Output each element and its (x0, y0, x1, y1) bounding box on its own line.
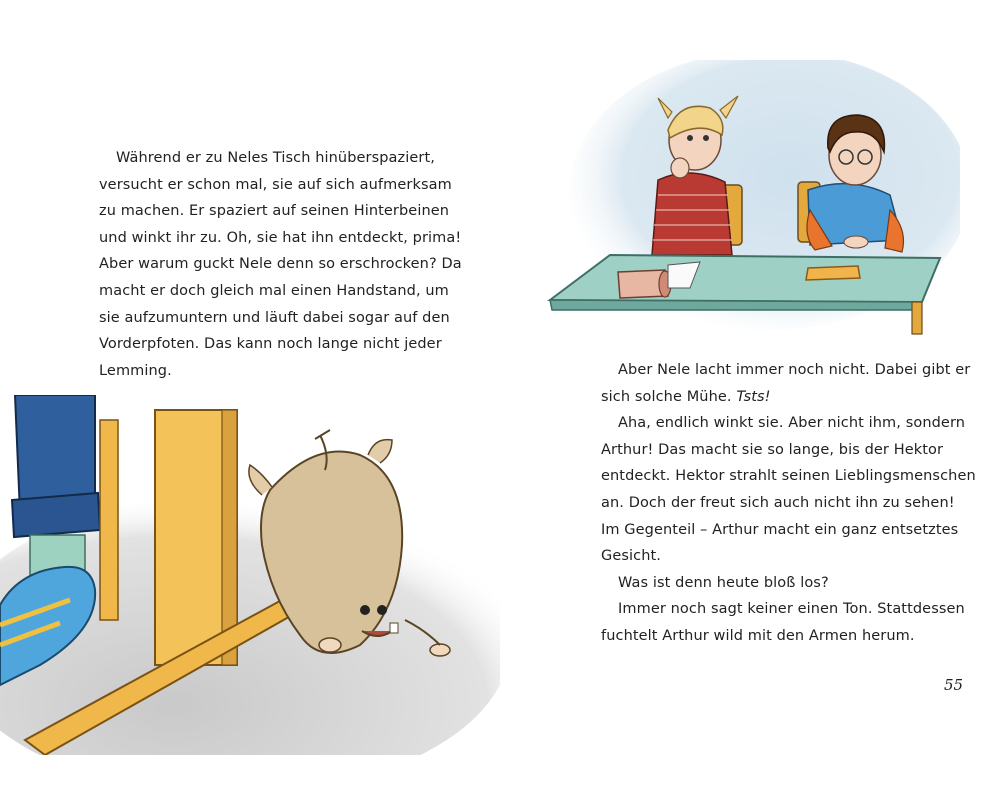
left-paragraph (99, 145, 462, 384)
text-line: macht er doch gleich mal einen Handstand, um (99, 282, 449, 299)
text-line: an. Doch der freut sich auch nicht ihn zu sehen! (601, 494, 955, 511)
classroom-illustration (540, 60, 960, 340)
text-line: zu machen. Er spaziert auf seinen Hinterbeinen (99, 203, 450, 220)
text-line: und winkt ihr zu. Oh, sie hat ihn entdeckt, prima! (99, 229, 462, 246)
text-line: Lemming. (99, 362, 172, 379)
text-line: Immer noch sagt keiner einen Ton. Stattdessen (618, 601, 965, 618)
text-line: Im Gegenteil – Arthur macht ein ganz entsetztes (601, 521, 959, 538)
text-line: Gesicht. (601, 548, 661, 565)
text-fragment: sich solche Mühe. (601, 388, 737, 405)
text-line: Aber Nele lacht immer noch nicht. Dabei gibt er (618, 362, 971, 378)
text-line: versucht er schon mal, sie auf sich aufmerksam (99, 176, 452, 193)
text-line: entdeckt. Hektor strahlt seinen Lieblingsmenschen (601, 468, 976, 485)
text-line: Aha, endlich winkt sie. Aber nicht ihm, sondern (618, 415, 966, 432)
text-line (601, 384, 951, 411)
lemming-handstand-illustration (0, 395, 500, 755)
text-line: Vorderpfoten. Das kann noch lange nicht jeder (99, 336, 442, 353)
text-line: sie aufzumuntern und läuft dabei sogar auf den (99, 309, 450, 326)
text-line: Arthur! Das macht sie so lange, bis der Hektor (601, 441, 944, 458)
text-line: Was ist denn heute bloß los? (618, 574, 829, 591)
text-line: Während er zu Neles Tisch hinüberspaziert, (116, 150, 435, 166)
page-number: 55 (944, 676, 964, 694)
emphasis-text: Tsts! (736, 388, 771, 405)
right-paragraphs (601, 357, 976, 650)
text-line: fuchtelt Arthur wild mit den Armen herum. (601, 627, 915, 644)
text-line: Aber warum guckt Nele denn so erschrocken? Da (99, 256, 462, 273)
